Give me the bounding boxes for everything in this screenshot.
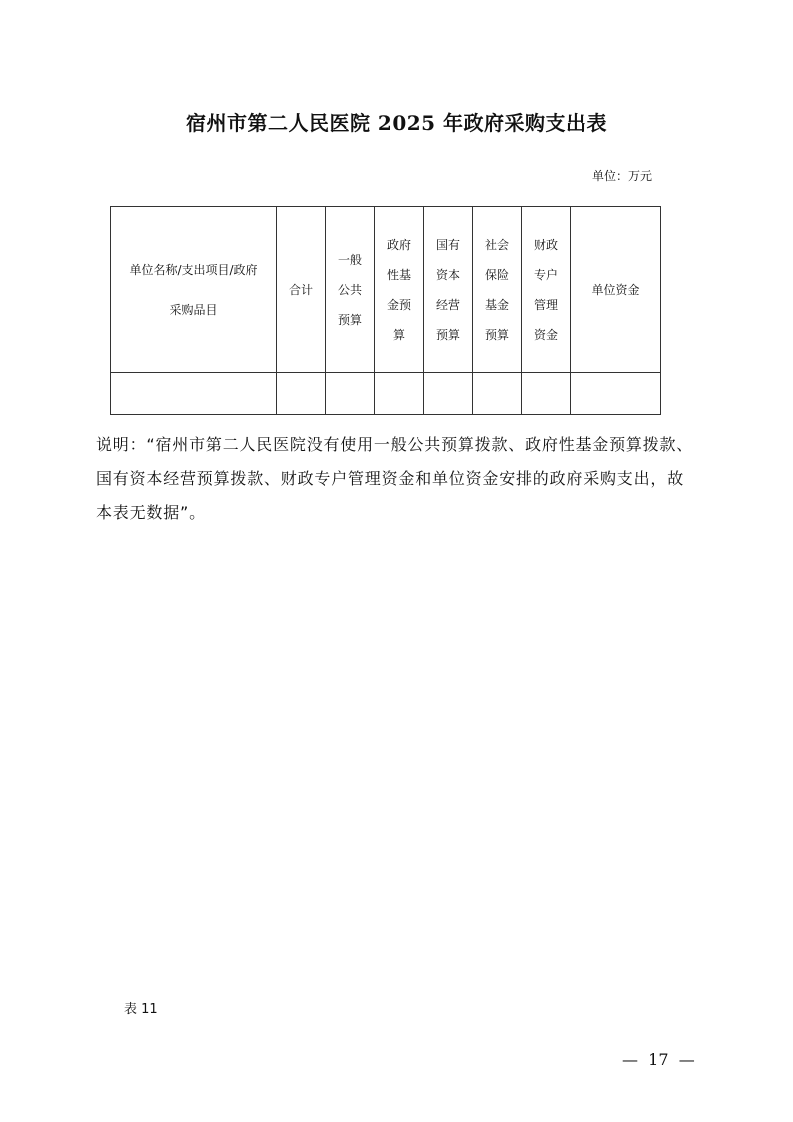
header-gov-fund-budget: 政府 性基 金预 算 (375, 207, 424, 373)
procurement-table (110, 206, 661, 415)
header-total: 合计 (277, 207, 326, 373)
header-name: 单位名称/支出项目/政府 采购品目 (111, 207, 277, 373)
page-number: — 17 — (622, 1050, 695, 1069)
table-cell (473, 373, 522, 415)
table-number: 表 11 (124, 1002, 158, 1017)
table-cell (424, 373, 473, 415)
table-cell (277, 373, 326, 415)
header-unit-funds: 单位资金 (571, 207, 661, 373)
header-state-capital-budget: 国有 资本 经营 预算 (424, 207, 473, 373)
table-cell (111, 373, 277, 415)
table-cell (375, 373, 424, 415)
header-general-budget: 一般 公共 预算 (326, 207, 375, 373)
header-social-insurance-budget: 社会 保险 基金 预算 (473, 207, 522, 373)
table-header-row (111, 207, 661, 373)
table-row (111, 373, 661, 415)
table-cell (571, 373, 661, 415)
header-fiscal-special-funds: 财政 专户 管理 资金 (522, 207, 571, 373)
explanation-note: 说明：“宿州市第二人民医院没有使用一般公共预算拨款、政府性基金预算拨款、国有资本经营预算拨款、财政专户管理资金和单位资金安排的政府采购支出，故本表无数据”。 (96, 435, 694, 522)
table-cell (326, 373, 375, 415)
page-title: 宿州市第二人民医院 2025 年政府采购支出表 (185, 111, 608, 135)
table-cell (522, 373, 571, 415)
unit-label: 单位：万元 (591, 169, 652, 183)
